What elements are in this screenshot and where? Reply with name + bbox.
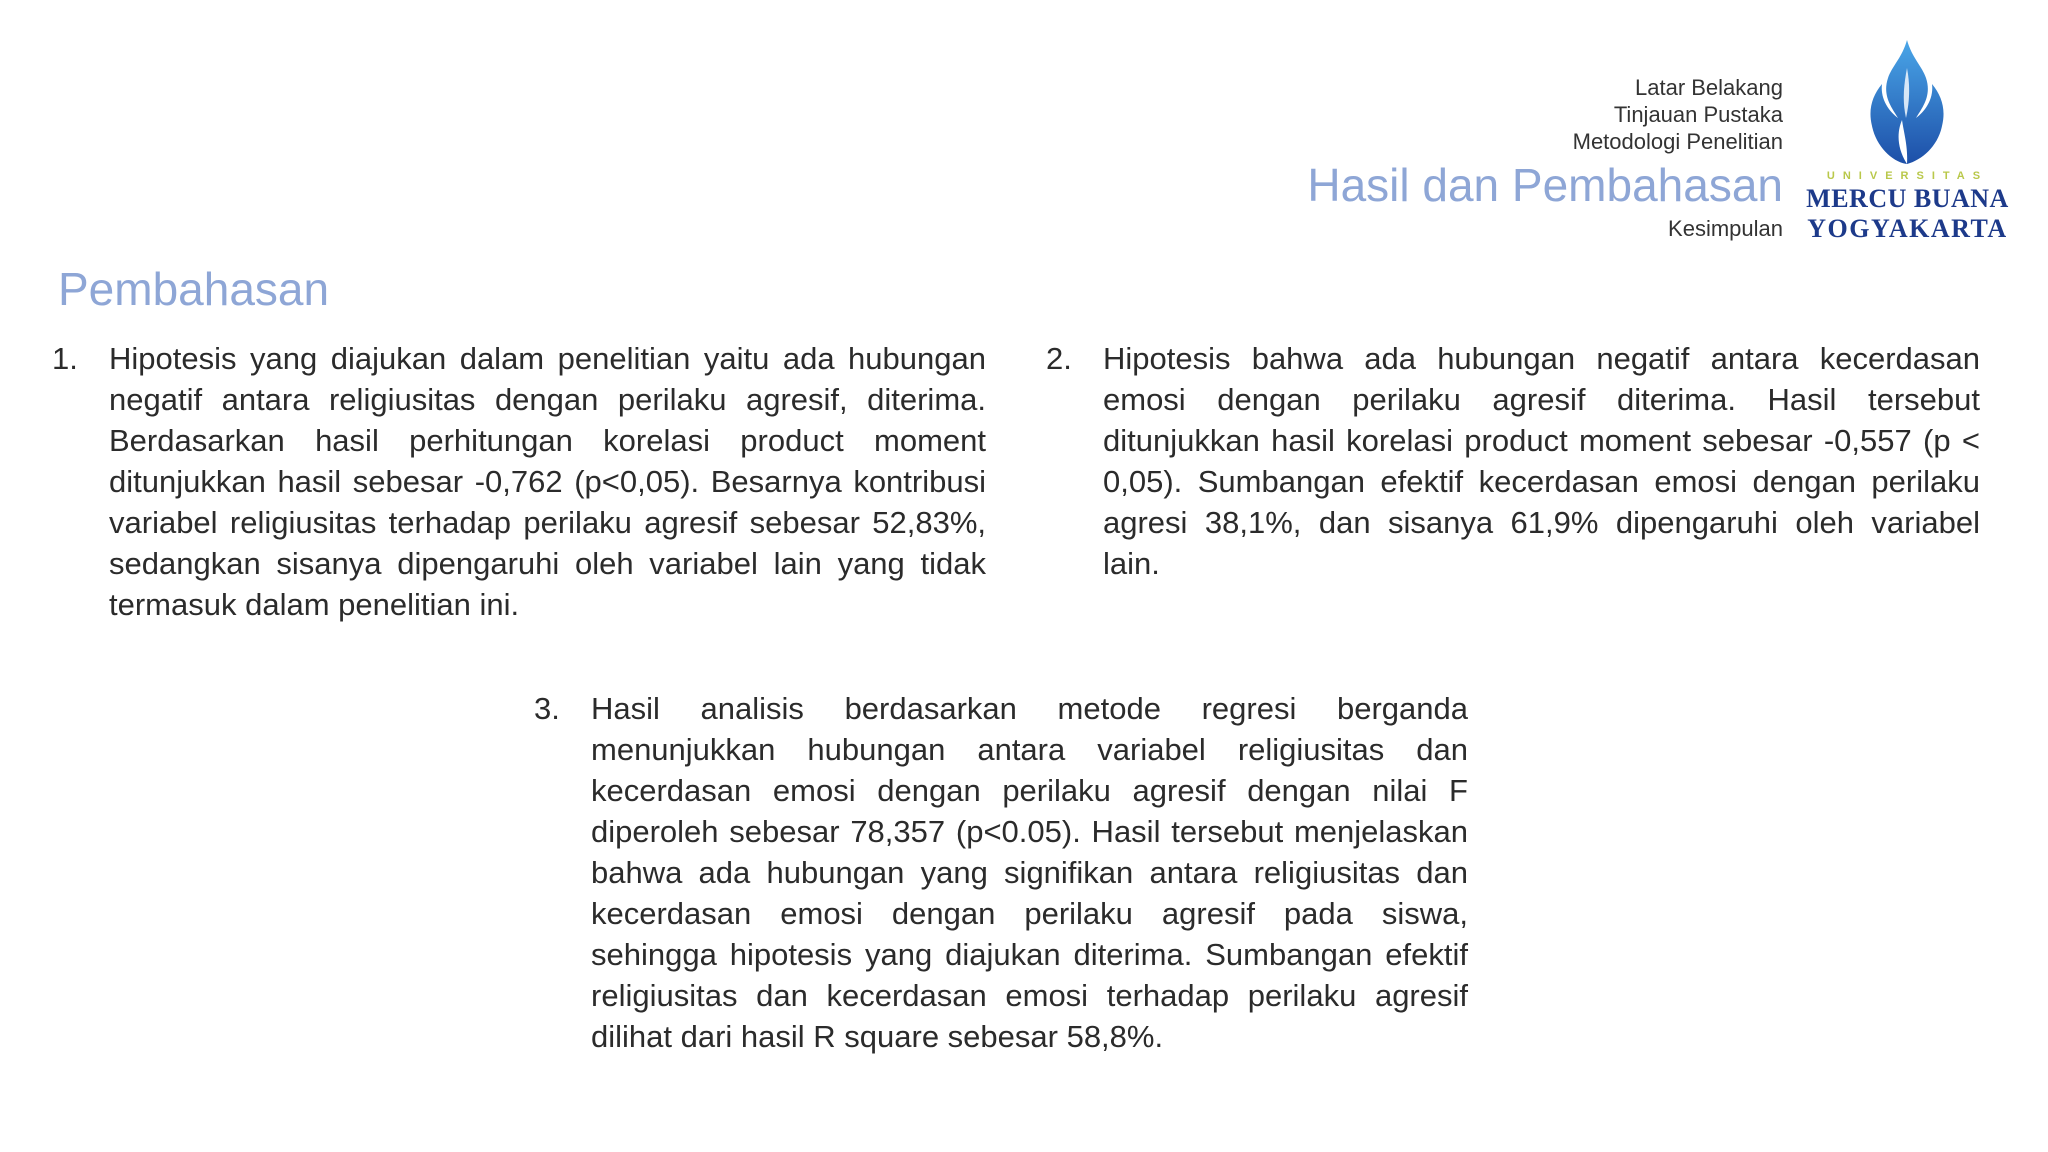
nav-item-hasil-dan-pembahasan-active[interactable]: Hasil dan Pembahasan xyxy=(1307,159,1783,211)
point-text: Hasil analisis berdasarkan metode regresi berganda menunjukkan hubungan antara variabel religiusitas dan kecerdasan emosi dengan perilaku agresif dengan nilai F diperoleh sebesar 78,357 (p<0.05). Hasil tersebut menjelaskan bahwa ada hubungan yang signifikan antara religiusitas dan kecerdasan emosi dengan perilaku agresif pada siswa, sehingga hipotesis yang diajukan diterima. Sumbangan efektif religiusitas dan kecerdasan emosi terhadap perilaku agresif dilihat dari hasil R square sebesar 58,8%. xyxy=(591,691,1468,1054)
section-title: Pembahasan xyxy=(58,263,330,315)
section-navigation xyxy=(1083,74,1783,242)
point-1 xyxy=(52,338,986,625)
point-3 xyxy=(534,688,1468,1057)
point-text: Hipotesis yang diajukan dalam penelitian yaitu ada hubungan negatif antara religiusitas dengan perilaku agresif, diterima. Berdasarkan hasil perhitungan korelasi product moment ditunjukkan hasil sebesar -0,762 (p<0,05). Besarnya kontribusi variabel religiusitas terhadap perilaku agresif sebesar 52,83%, sedangkan sisanya dipengaruhi oleh variabel lain yang tidak termasuk dalam penelitian ini. xyxy=(109,341,986,622)
nav-item-metodologi-penelitian[interactable]: Metodologi Penelitian xyxy=(1572,129,1783,154)
logo-universitas-text: UNIVERSITAS xyxy=(1826,170,1989,182)
point-number: 3. xyxy=(534,691,560,726)
nav-item-latar-belakang[interactable]: Latar Belakang xyxy=(1635,75,1783,100)
point-2 xyxy=(1046,338,1980,584)
nav-item-kesimpulan[interactable]: Kesimpulan xyxy=(1668,216,1783,241)
university-logo xyxy=(1800,38,2015,248)
flame-logo-icon xyxy=(1862,38,1952,166)
nav-item-tinjauan-pustaka[interactable]: Tinjauan Pustaka xyxy=(1613,102,1783,127)
logo-mercu-buana-text: MERCU BUANA xyxy=(1806,184,2009,213)
point-number: 2. xyxy=(1046,341,1072,376)
point-number: 1. xyxy=(52,341,78,376)
point-text: Hipotesis bahwa ada hubungan negatif antara kecerdasan emosi dengan perilaku agresif diterima. Hasil tersebut ditunjukkan hasil korelasi product moment sebesar -0,557 (p < 0,05). Sumbangan efektif kecerdasan emosi dengan perilaku agresi 38,1%, dan sisanya 61,9% dipengaruhi oleh variabel lain. xyxy=(1103,341,1980,581)
logo-yogyakarta-text: YOGYAKARTA xyxy=(1807,214,2008,243)
